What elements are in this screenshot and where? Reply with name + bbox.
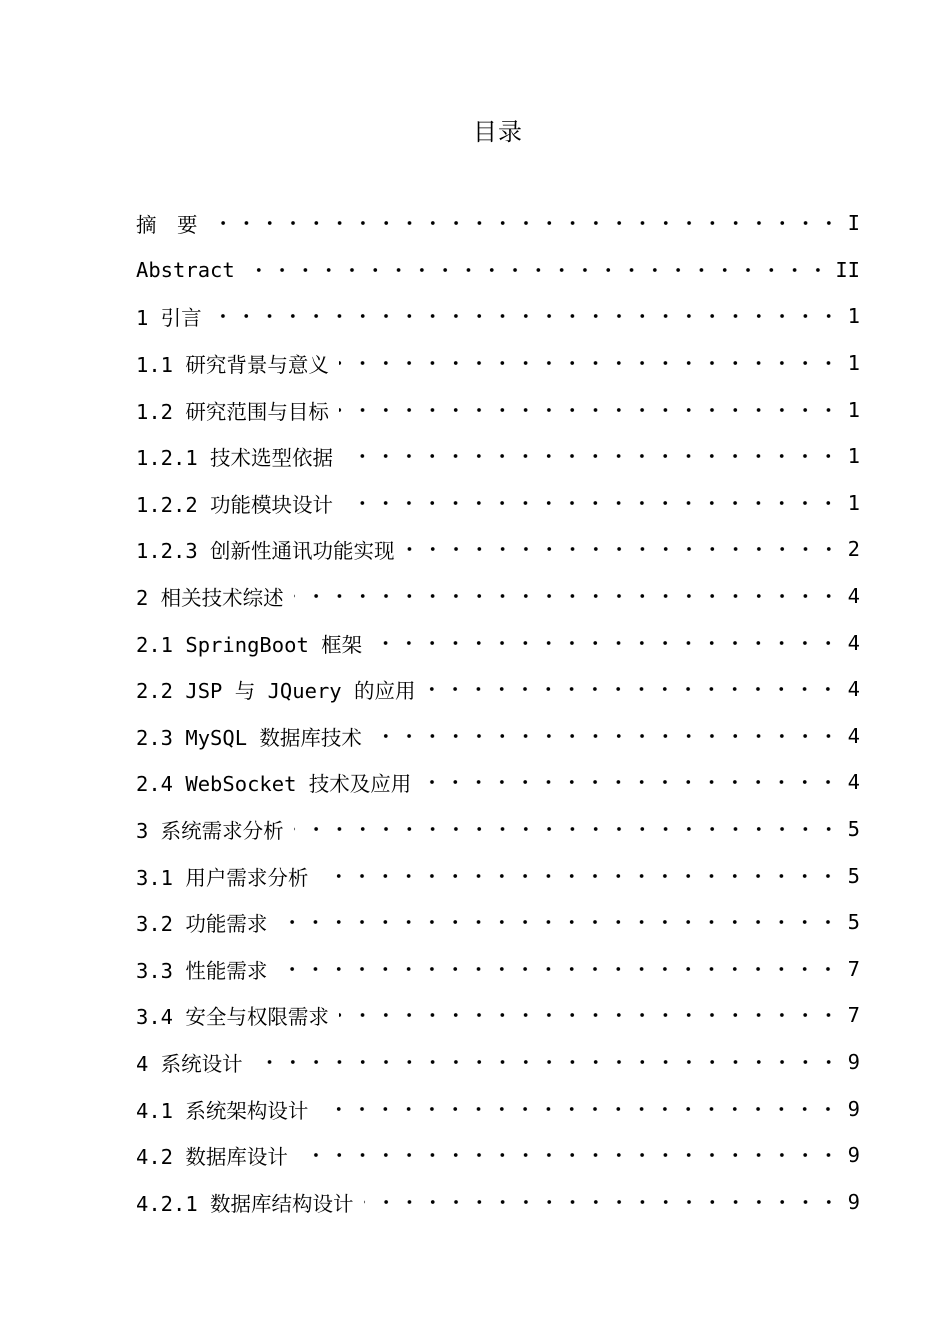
toc-entry[interactable] — [136, 573, 860, 620]
toc-dot-leader — [298, 1152, 840, 1158]
toc-page-number: I — [847, 211, 860, 236]
toc-dot-leader — [339, 407, 840, 413]
table-of-contents — [136, 200, 860, 1225]
toc-entry[interactable] — [136, 713, 860, 760]
toc-entry[interactable] — [136, 759, 860, 806]
toc-entry-label: 1.2.1 技术选型依据 — [136, 446, 334, 471]
toc-dot-leader — [245, 267, 830, 273]
toc-entry-label: 3 系统需求分析 — [136, 819, 284, 844]
toc-entry[interactable] — [136, 480, 860, 527]
toc-page-number: 4 — [847, 584, 860, 609]
toc-dot-leader — [339, 360, 840, 366]
toc-entry-label: 1.2.3 创新性通讯功能实现 — [136, 539, 395, 564]
toc-page-number: 4 — [847, 770, 860, 795]
toc-dot-leader — [364, 1199, 840, 1205]
toc-entry[interactable] — [136, 340, 860, 387]
page-title: 目录 — [473, 118, 523, 146]
toc-entry-label: 2.2 JSP 与 JQuery 的应用 — [136, 679, 416, 704]
toc-dot-leader — [372, 640, 840, 646]
toc-entry-label: 4.1 系统架构设计 — [136, 1098, 309, 1123]
toc-entry[interactable] — [136, 619, 860, 666]
toc-page-number: 5 — [847, 910, 860, 935]
toc-dot-leader — [294, 593, 840, 599]
toc-entry-label: 摘 要 — [136, 213, 198, 238]
toc-entry-label: 2.3 MySQL 数据库技术 — [136, 725, 362, 750]
toc-entry[interactable] — [136, 852, 860, 899]
toc-page-number: 1 — [847, 397, 860, 422]
toc-entry-label: 4 系统设计 — [136, 1051, 243, 1076]
toc-dot-leader — [208, 220, 841, 226]
toc-page-number: 4 — [847, 630, 860, 655]
toc-dot-leader — [318, 1106, 840, 1112]
toc-entry[interactable] — [136, 992, 860, 1039]
toc-dot-leader — [339, 1012, 840, 1018]
toc-page-number: 2 — [847, 537, 860, 562]
toc-page-number: II — [835, 257, 860, 282]
toc-entry-label: 1 引言 — [136, 306, 202, 331]
toc-dot-leader — [372, 733, 840, 739]
toc-dot-leader — [343, 453, 840, 459]
toc-page-number: 4 — [847, 677, 860, 702]
toc-entry-label: 1.2.2 功能模块设计 — [136, 492, 334, 517]
toc-page-number: 5 — [847, 817, 860, 842]
toc-dot-leader — [294, 826, 840, 832]
toc-entry-label: 3.2 功能需求 — [136, 912, 268, 937]
toc-entry[interactable] — [136, 247, 860, 294]
toc-page-number: 4 — [847, 723, 860, 748]
toc-page-number: 9 — [847, 1049, 860, 1074]
toc-entry[interactable] — [136, 200, 860, 247]
toc-page-number: 5 — [847, 863, 860, 888]
toc-entry[interactable] — [136, 899, 860, 946]
toc-entry[interactable] — [136, 806, 860, 853]
toc-entry-label: 3.4 安全与权限需求 — [136, 1005, 329, 1030]
toc-entry-label: 1.1 研究背景与意义 — [136, 353, 329, 378]
toc-dot-leader — [212, 313, 840, 319]
toc-dot-leader — [253, 1059, 840, 1065]
toc-dot-leader — [343, 500, 840, 506]
toc-dot-leader — [277, 919, 840, 925]
toc-entry-label: 4.2 数据库设计 — [136, 1145, 288, 1170]
toc-entry-label: 2.4 WebSocket 技术及应用 — [136, 772, 412, 797]
toc-page-number: 1 — [847, 304, 860, 329]
toc-dot-leader — [277, 966, 840, 972]
toc-entry[interactable] — [136, 1132, 860, 1179]
toc-page-number: 7 — [847, 1003, 860, 1028]
toc-entry[interactable] — [136, 1178, 860, 1225]
toc-dot-leader — [405, 546, 840, 552]
toc-entry[interactable] — [136, 526, 860, 573]
toc-entry-label: 2.1 SpringBoot 框架 — [136, 632, 363, 657]
toc-dot-leader — [318, 873, 840, 879]
toc-entry[interactable] — [136, 1085, 860, 1132]
toc-dot-leader — [421, 779, 840, 785]
toc-entry[interactable] — [136, 433, 860, 480]
toc-entry[interactable] — [136, 386, 860, 433]
toc-dot-leader — [425, 686, 840, 692]
toc-entry[interactable] — [136, 666, 860, 713]
toc-page-number: 9 — [847, 1096, 860, 1121]
toc-entry-label: 2 相关技术综述 — [136, 586, 284, 611]
toc-page-number: 9 — [847, 1143, 860, 1168]
toc-page-number: 1 — [847, 351, 860, 376]
toc-entry-label: Abstract — [136, 257, 235, 282]
toc-page-number: 1 — [847, 444, 860, 469]
toc-entry-label: 3.3 性能需求 — [136, 958, 268, 983]
toc-entry-label: 4.2.1 数据库结构设计 — [136, 1191, 354, 1216]
toc-entry[interactable] — [136, 946, 860, 993]
toc-page-number: 7 — [847, 956, 860, 981]
toc-entry-label: 1.2 研究范围与目标 — [136, 399, 329, 424]
toc-page-number: 1 — [847, 490, 860, 515]
toc-page-number: 9 — [847, 1189, 860, 1214]
toc-entry-label: 3.1 用户需求分析 — [136, 865, 309, 890]
toc-entry[interactable] — [136, 1039, 860, 1086]
toc-entry[interactable] — [136, 293, 860, 340]
